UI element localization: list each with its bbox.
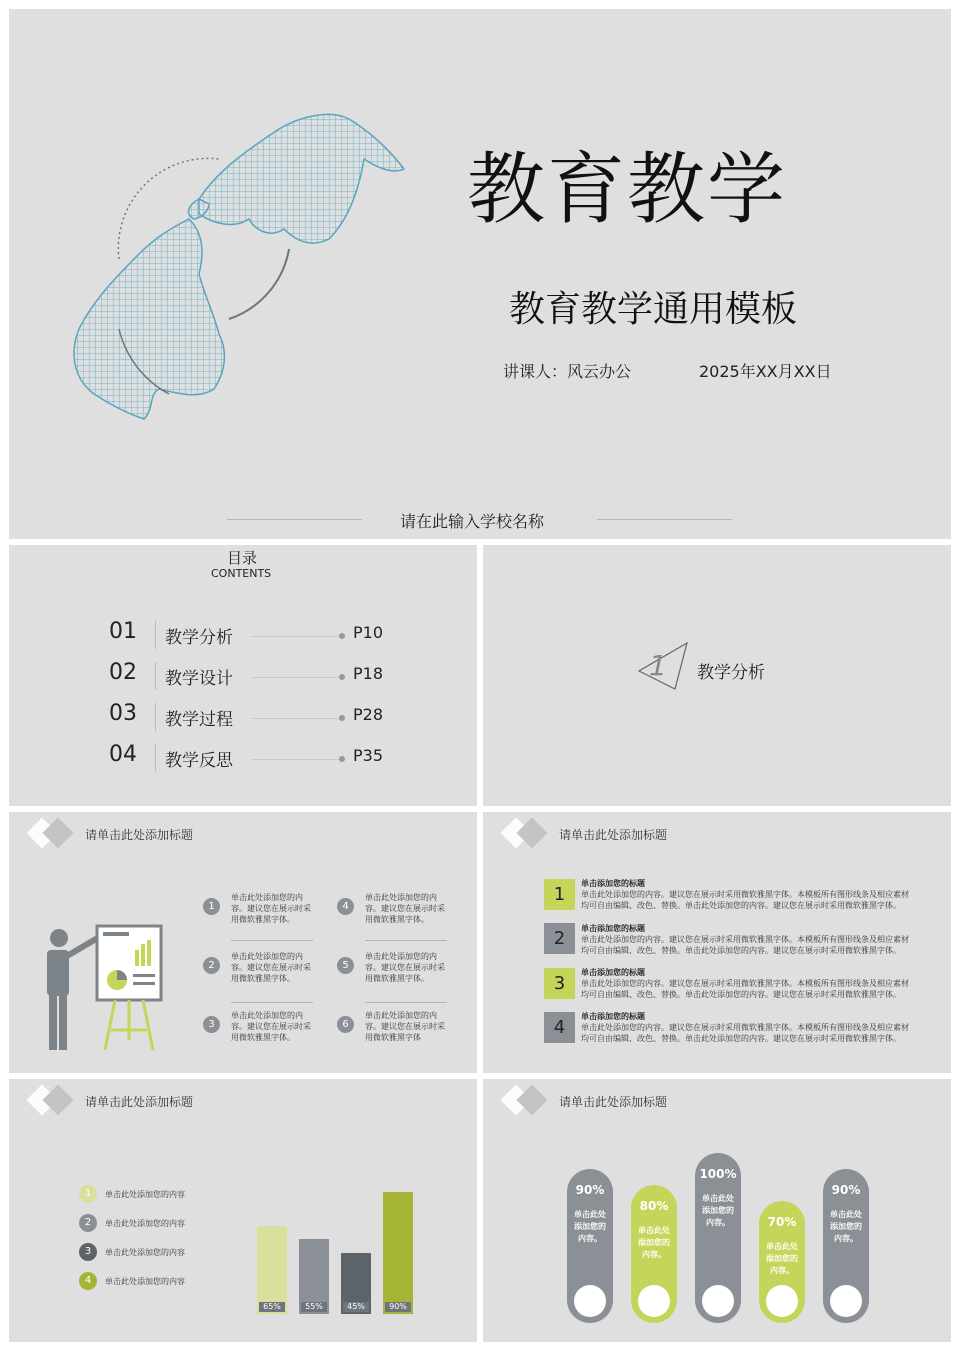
trophy-icon bbox=[766, 1285, 798, 1317]
row-body: 单击此处添加您的内容。建议您在展示时采用微软雅黑字体。本模板所有图形线条及相应素材均可自由编辑、改色、替换。单击此处添加您的内容。建议您在展示时采用微软雅黑字体。 bbox=[581, 890, 909, 910]
divider bbox=[365, 1002, 447, 1003]
presentation-slide bbox=[9, 812, 477, 1073]
section-number: 1 bbox=[649, 649, 667, 682]
item-number: 2 bbox=[203, 957, 220, 974]
slide-title[interactable]: 请单击此处添加标题 bbox=[559, 828, 668, 842]
toc-leader-line bbox=[251, 759, 341, 760]
bar bbox=[299, 1239, 329, 1314]
pill-infographic bbox=[563, 1119, 883, 1337]
toc-separator bbox=[155, 703, 156, 731]
bar-value-label: 90% bbox=[385, 1302, 411, 1312]
toc-item-page: P18 bbox=[353, 664, 384, 683]
bar bbox=[257, 1226, 287, 1314]
toc-item[interactable] bbox=[109, 742, 409, 772]
percentage-pill bbox=[695, 1153, 741, 1323]
cover-subtitle: 教育教学通用模板 bbox=[509, 289, 798, 330]
item-number: 4 bbox=[337, 898, 354, 915]
legend-label: 单击此处添加您的内容 bbox=[105, 1219, 185, 1228]
compass-icon bbox=[702, 1285, 734, 1317]
telescope-icon bbox=[830, 1285, 862, 1317]
divider bbox=[231, 1002, 313, 1003]
list-item bbox=[203, 951, 323, 1001]
toc-item-number: 02 bbox=[109, 660, 137, 685]
row-body: 单击此处添加您的内容。建议您在展示时采用微软雅黑字体。本模板所有图形线条及相应素材均可自由编辑、改色、替换。单击此处添加您的内容。建议您在展示时采用微软雅黑字体。 bbox=[581, 1023, 909, 1043]
legend-label: 单击此处添加您的内容 bbox=[105, 1248, 185, 1257]
item-number: 6 bbox=[337, 1016, 354, 1033]
toc-item-page: P28 bbox=[353, 705, 384, 724]
item-text: 单击此处添加您的内容。建议您在展示时采用微软雅黑字体。 bbox=[365, 952, 445, 983]
pill-percent: 90% bbox=[831, 1183, 861, 1197]
pill-text: 单击此处添加您的内容。 bbox=[638, 1226, 670, 1259]
toc-item[interactable] bbox=[109, 619, 409, 649]
flask-icon bbox=[574, 1285, 606, 1317]
toc-dot bbox=[339, 633, 345, 639]
pill-text: 单击此处添加您的内容。 bbox=[574, 1210, 606, 1243]
school-name: 请在此输入学校名称 bbox=[400, 512, 545, 531]
date-text: 2025年XX月XX日 bbox=[699, 362, 832, 381]
diamond-logo-icon bbox=[491, 1085, 551, 1125]
cover-slide bbox=[9, 9, 951, 539]
legend-marker: 3 bbox=[79, 1243, 97, 1261]
section-title: 教学分析 bbox=[697, 663, 765, 683]
toc-separator bbox=[155, 744, 156, 772]
list-item bbox=[203, 892, 323, 942]
toc-leader-line bbox=[251, 677, 341, 678]
item-text: 单击此处添加您的内容。建议您在展示时采用微软雅黑字体。 bbox=[365, 893, 445, 924]
slide-title[interactable]: 请单击此处添加标题 bbox=[559, 1095, 668, 1109]
row-body: 单击此处添加您的内容。建议您在展示时采用微软雅黑字体。本模板所有图形线条及相应素材均可自由编辑、改色、替换。单击此处添加您的内容。建议您在展示时采用微软雅黑字体。 bbox=[581, 979, 909, 999]
toc-separator bbox=[155, 662, 156, 690]
globe-icon bbox=[638, 1285, 670, 1317]
wireframe-hands-image bbox=[59, 89, 419, 429]
percentage-pill bbox=[823, 1169, 869, 1323]
pill-percent: 90% bbox=[575, 1183, 605, 1197]
presenter-text: 讲课人：风云办公 bbox=[503, 362, 632, 381]
item-number: 1 bbox=[203, 898, 220, 915]
toc-leader-line bbox=[251, 636, 341, 637]
divider bbox=[365, 940, 447, 941]
percentage-pill bbox=[567, 1169, 613, 1323]
toc-item-page: P35 bbox=[353, 746, 384, 765]
bar-chart bbox=[249, 1139, 429, 1342]
row-title: 单击添加您的标题 bbox=[581, 924, 645, 933]
legend-label: 单击此处添加您的内容 bbox=[105, 1190, 185, 1199]
row-number-box: 4 bbox=[544, 1012, 575, 1043]
item-text: 单击此处添加您的内容。建议您在展示时采用微软雅黑字体。 bbox=[231, 1011, 311, 1042]
pill-text: 单击此处添加您的内容。 bbox=[702, 1194, 734, 1227]
divider-left bbox=[227, 519, 362, 520]
list-item bbox=[203, 1010, 323, 1060]
pill-percent: 80% bbox=[639, 1199, 669, 1213]
row-number-box: 3 bbox=[544, 968, 575, 999]
diamond-logo-icon bbox=[17, 818, 77, 858]
pill-text: 单击此处添加您的内容。 bbox=[766, 1242, 798, 1275]
legend-label: 单击此处添加您的内容 bbox=[105, 1277, 185, 1286]
pill-percent: 100% bbox=[699, 1167, 737, 1181]
list-item bbox=[337, 1010, 457, 1060]
row-number-box: 1 bbox=[544, 879, 575, 910]
item-text: 单击此处添加您的内容。建议您在展示时采用微软雅黑字体。 bbox=[231, 893, 311, 924]
row-title: 单击添加您的标题 bbox=[581, 1012, 645, 1021]
row-body: 单击此处添加您的内容。建议您在展示时采用微软雅黑字体。本模板所有图形线条及相应素材均可自由编辑、改色、替换。单击此处添加您的内容。建议您在展示时采用微软雅黑字体。 bbox=[581, 935, 909, 955]
presenter-board-icon bbox=[37, 922, 177, 1054]
toc-slide bbox=[9, 545, 477, 806]
numbered-list-slide bbox=[483, 812, 951, 1073]
toc-item-number: 04 bbox=[109, 742, 137, 767]
pill-text: 单击此处添加您的内容。 bbox=[830, 1210, 862, 1243]
item-text: 单击此处添加您的内容。建议您在展示时采用微软雅黑字体。 bbox=[231, 952, 311, 983]
toc-title: 目录 bbox=[227, 549, 258, 567]
toc-item-label: 教学分析 bbox=[165, 628, 233, 648]
toc-item-number: 01 bbox=[109, 619, 137, 644]
legend-marker: 2 bbox=[79, 1214, 97, 1232]
toc-item-label: 教学反思 bbox=[165, 751, 233, 771]
item-text: 单击此处添加您的内容。建议您在展示时采用微软雅黑字体 bbox=[365, 1011, 445, 1042]
row-number-box: 2 bbox=[544, 923, 575, 954]
item-number: 3 bbox=[203, 1016, 220, 1033]
toc-dot bbox=[339, 756, 345, 762]
pill-percent: 70% bbox=[767, 1215, 797, 1229]
percentage-pill bbox=[759, 1201, 805, 1323]
bar-chart-slide bbox=[9, 1079, 477, 1342]
toc-leader-line bbox=[251, 718, 341, 719]
toc-separator bbox=[155, 621, 156, 649]
pill-infographic-slide bbox=[483, 1079, 951, 1342]
bar bbox=[383, 1192, 413, 1314]
row-title: 单击添加您的标题 bbox=[581, 968, 645, 977]
percentage-pill bbox=[631, 1185, 677, 1323]
toc-item-page: P10 bbox=[353, 623, 384, 642]
toc-item-label: 教学过程 bbox=[165, 710, 233, 730]
toc-item-number: 03 bbox=[109, 701, 137, 726]
bar-value-label: 45% bbox=[343, 1302, 369, 1312]
divider bbox=[231, 940, 313, 941]
cover-title: 教育教学 bbox=[467, 145, 788, 235]
toc-subtitle: CONTENTS bbox=[211, 567, 272, 580]
row-title: 单击添加您的标题 bbox=[581, 879, 645, 888]
divider-right bbox=[597, 519, 732, 520]
toc-item[interactable] bbox=[109, 701, 409, 731]
diamond-logo-icon bbox=[491, 818, 551, 858]
bar bbox=[341, 1253, 371, 1314]
section-slide bbox=[483, 545, 951, 806]
toc-item-label: 教学设计 bbox=[165, 669, 233, 689]
item-number: 5 bbox=[337, 957, 354, 974]
diamond-logo-icon bbox=[17, 1085, 77, 1125]
list-item bbox=[337, 951, 457, 1001]
toc-item[interactable] bbox=[109, 660, 409, 690]
bar-value-label: 55% bbox=[301, 1302, 327, 1312]
slide-title[interactable]: 请单击此处添加标题 bbox=[85, 1095, 194, 1109]
toc-dot bbox=[339, 715, 345, 721]
list-item bbox=[337, 892, 457, 942]
slide-title[interactable]: 请单击此处添加标题 bbox=[85, 828, 194, 842]
toc-dot bbox=[339, 674, 345, 680]
legend-marker: 4 bbox=[79, 1272, 97, 1290]
legend-marker: 1 bbox=[79, 1185, 97, 1203]
bar-value-label: 65% bbox=[259, 1302, 285, 1312]
